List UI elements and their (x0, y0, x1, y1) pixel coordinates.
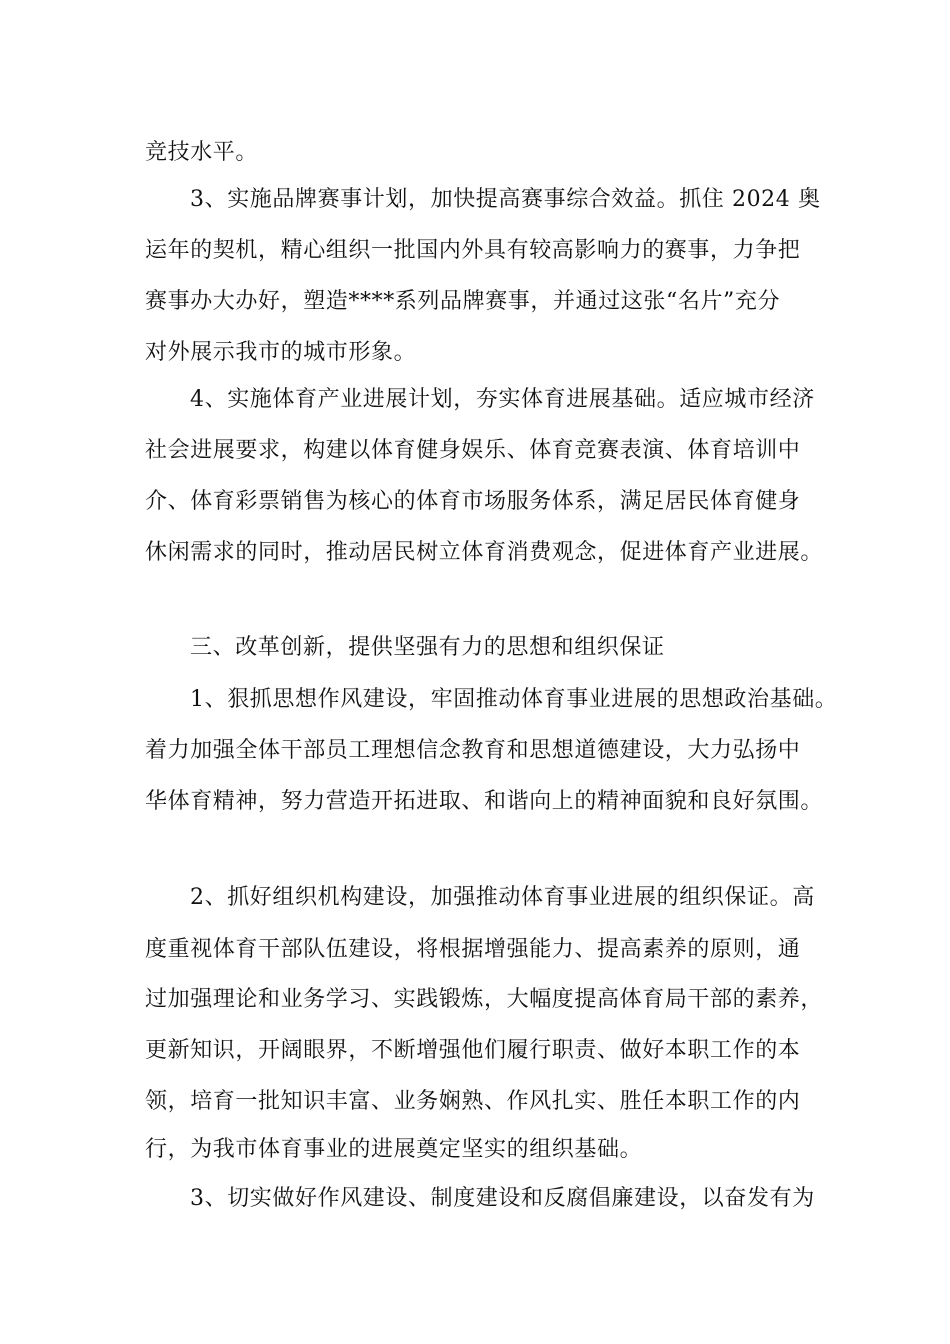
text-line: 行，为我市体育事业的进展奠定坚实的组织基础。 (145, 1137, 643, 1162)
text-line: 4、实施体育产业进展计划，夯实体育进展基础。适应城市经济 (190, 387, 815, 412)
text-line: 华体育精神，努力营造开拓进取、和谐向上的精神面貌和良好氛围。 (145, 789, 824, 814)
text-line: 3、实施品牌赛事计划，加快提高赛事综合效益。抓住 2024 奥 (190, 187, 821, 212)
text-line: 过加强理论和业务学习、实践锻炼，大幅度提高体育局干部的素养， (145, 987, 824, 1012)
text-line: 2、抓好组织机构建设，加强推动体育事业进展的组织保证。高 (190, 885, 815, 910)
text-line: 对外展示我市的城市形象。 (145, 340, 417, 365)
text-line: 介、体育彩票销售为核心的体育市场服务体系，满足居民体育健身 (145, 489, 801, 514)
text-line: 赛事办大办好，塑造****系列品牌赛事，并通过这张“名片”充分 (145, 289, 781, 314)
section-heading: 三、改革创新，提供坚强有力的思想和组织保证 (190, 635, 665, 660)
text-line: 更新知识，开阔眼界，不断增强他们履行职责、做好本职工作的本 (145, 1038, 801, 1063)
text-line: 竞技水平。 (145, 140, 259, 165)
text-line: 领，培育一批知识丰富、业务娴熟、作风扎实、胜任本职工作的内 (145, 1089, 801, 1114)
text-line: 运年的契机，精心组织一批国内外具有较高影响力的赛事，力争把 (145, 238, 801, 263)
text-line: 度重视体育干部队伍建设，将根据增强能力、提高素养的原则，通 (145, 937, 801, 962)
text-line: 1、狠抓思想作风建设，牢固推动体育事业进展的思想政治基础。 (190, 687, 838, 712)
text-line: 社会进展要求，构建以体育健身娱乐、体育竞赛表演、体育培训中 (145, 438, 801, 463)
text-line: 着力加强全体干部员工理想信念教育和思想道德建设，大力弘扬中 (145, 738, 801, 763)
text-line: 3、切实做好作风建设、制度建设和反腐倡廉建设，以奋发有为 (190, 1186, 815, 1211)
text-line: 休闲需求的同时，推动居民树立体育消费观念，促进体育产业进展。 (145, 540, 824, 565)
